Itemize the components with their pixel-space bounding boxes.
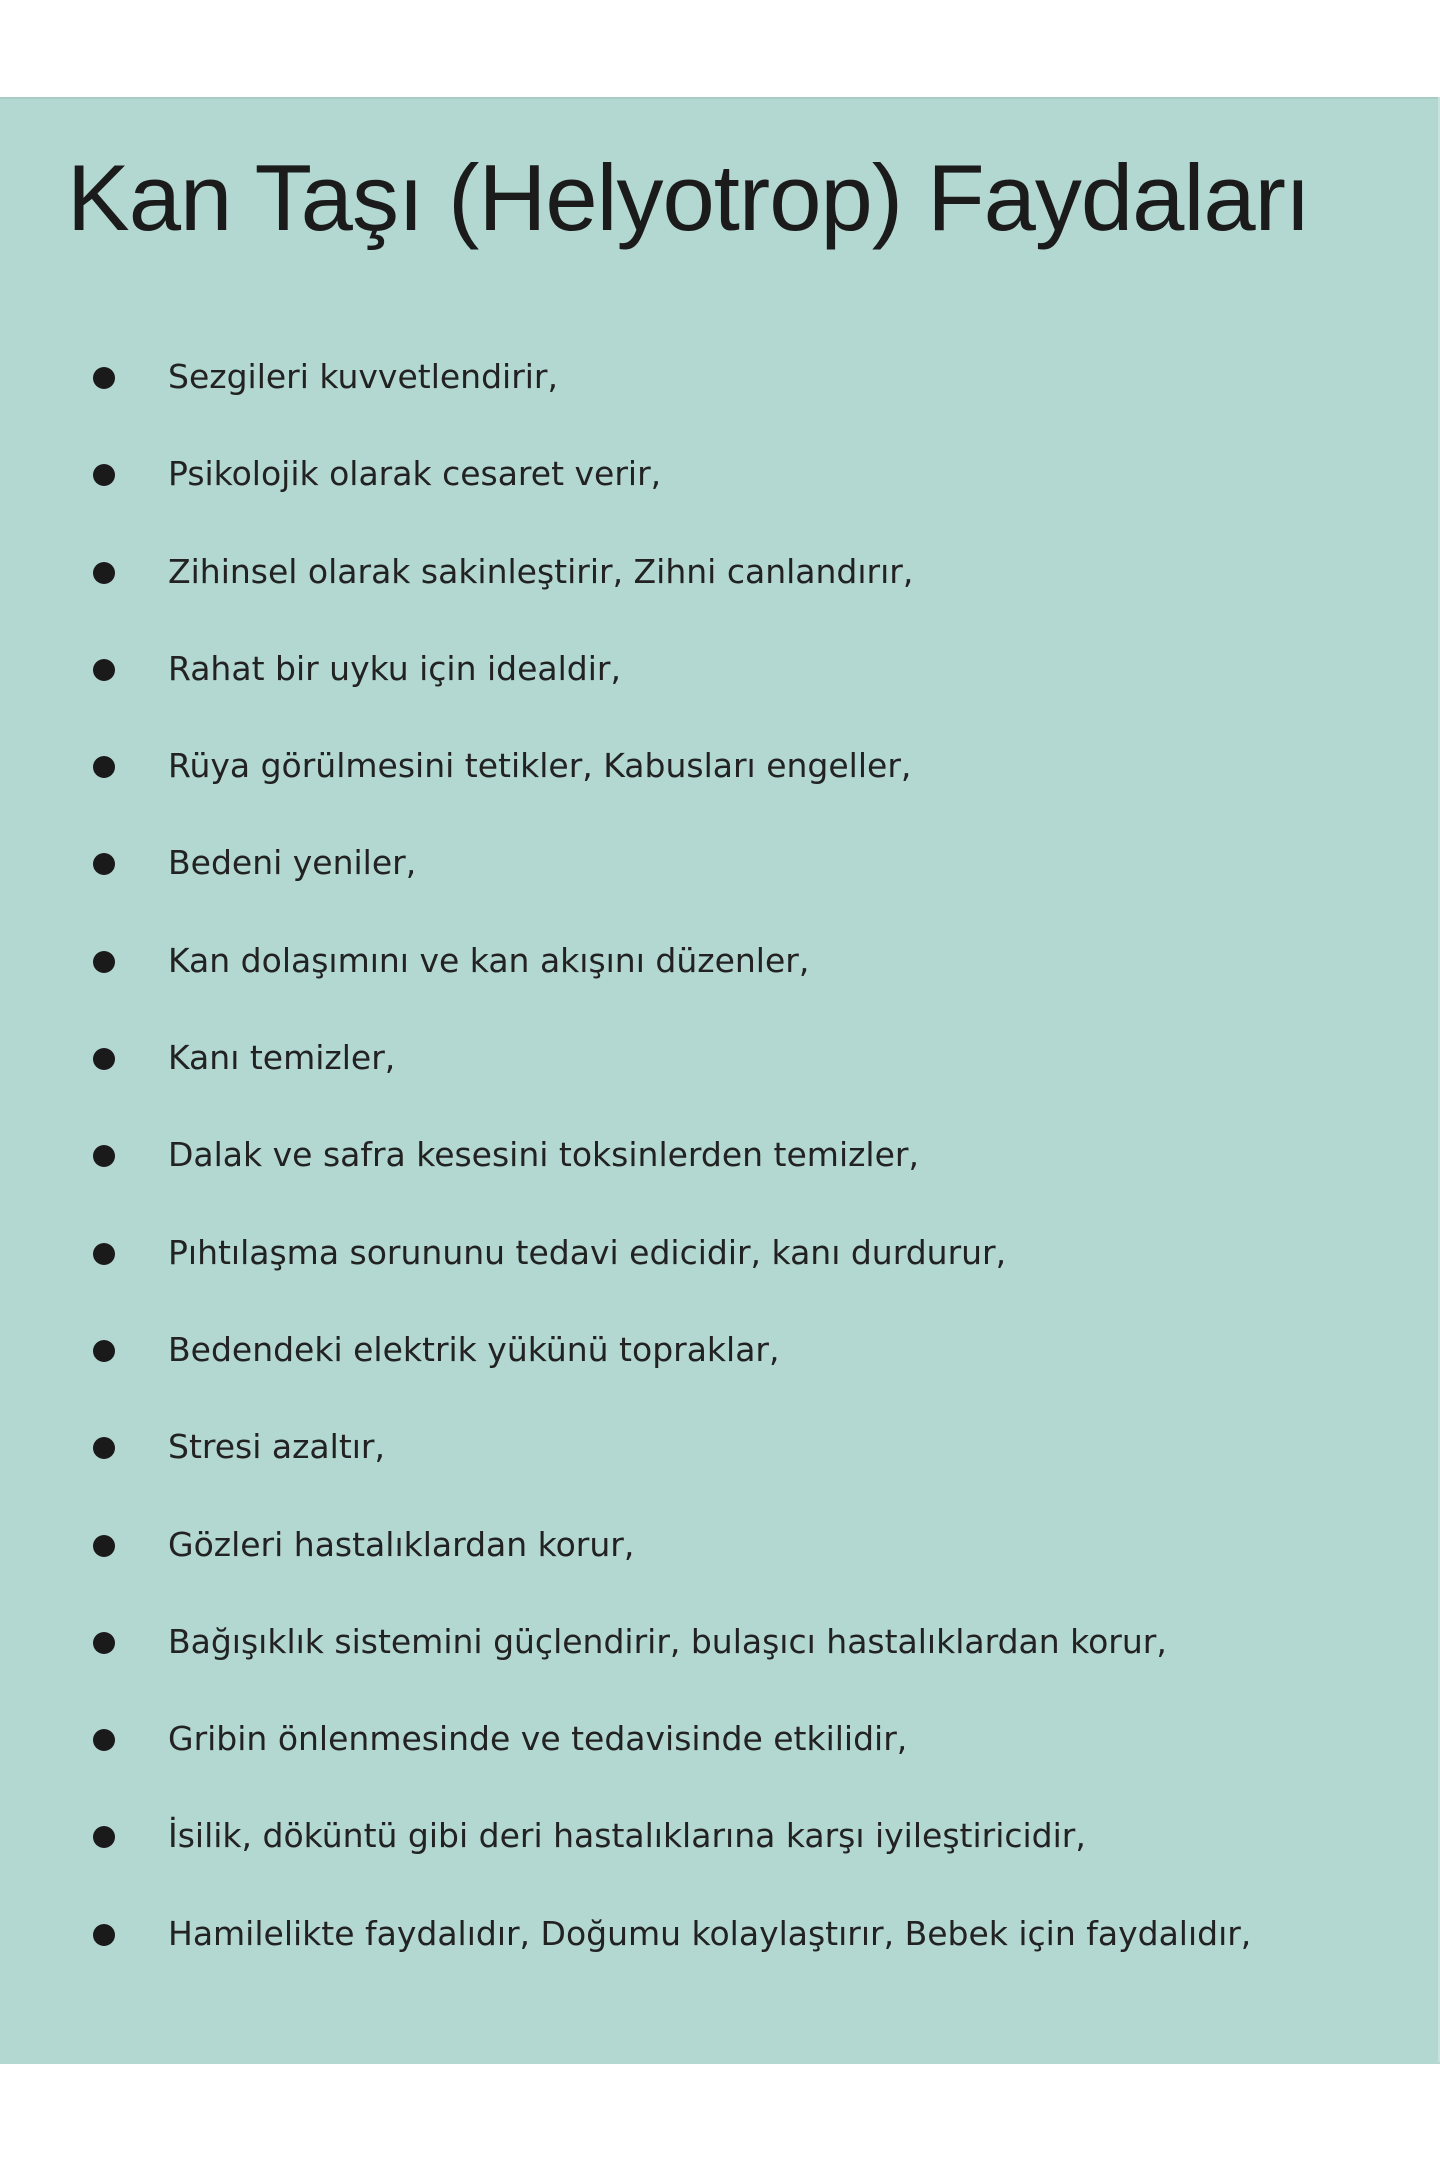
list-item-text: Bedeni yeniler,	[168, 843, 417, 883]
page-title: Kan Taşı (Helyotrop) Faydaları	[67, 145, 1311, 250]
list-item-text: Hamilelikte faydalıdır, Doğumu kolaylaştırır, Bebek için faydalıdır,	[168, 1913, 1252, 1953]
list-item	[0, 1105, 1440, 1202]
list-item	[0, 911, 1440, 1008]
list-item	[0, 1495, 1440, 1592]
bullet-icon	[93, 464, 115, 486]
list-item-text: Psikolojik olarak cesaret verir,	[168, 454, 662, 494]
list-item	[0, 1884, 1440, 1981]
list-item-text: Gribin önlenmesinde ve tedavisinde etkilidir,	[168, 1719, 908, 1759]
bullet-icon	[93, 1632, 115, 1654]
bullet-icon	[93, 659, 115, 681]
list-item-text: Zihinsel olarak sakinleştirir, Zihni canlandırır,	[168, 551, 914, 591]
list-item-text: Sezgileri kuvvetlendirir,	[168, 357, 558, 396]
list-item	[0, 522, 1440, 619]
list-item-text: Bedendeki elektrik yükünü topraklar,	[168, 1329, 780, 1369]
bullet-icon	[93, 1924, 115, 1946]
bullet-icon	[93, 367, 115, 389]
bullet-icon	[93, 1437, 115, 1459]
list-item	[0, 1786, 1440, 1883]
list-item	[0, 1689, 1440, 1786]
list-item-text: Kanı temizler,	[168, 1038, 396, 1078]
list-item	[0, 813, 1440, 910]
bullet-icon	[93, 562, 115, 584]
bullet-icon	[93, 1826, 115, 1848]
benefits-list	[0, 327, 1440, 1981]
list-item-text: Kan dolaşımını ve kan akışını düzenler,	[168, 940, 810, 980]
bullet-icon	[93, 1048, 115, 1070]
list-item	[0, 1300, 1440, 1397]
list-item-text: Bağışıklık sistemini güçlendirir, bulaşıcı hastalıklardan korur,	[168, 1621, 1167, 1661]
list-item	[0, 327, 1440, 424]
bullet-icon	[93, 1535, 115, 1557]
list-item-text: Rahat bir uyku için idealdir,	[168, 648, 621, 688]
list-item-text: Rüya görülmesini tetikler, Kabusları engeller,	[168, 746, 912, 786]
bullet-icon	[93, 1243, 115, 1265]
list-item	[0, 1397, 1440, 1494]
list-item	[0, 424, 1440, 521]
list-item-text: Stresi azaltır,	[168, 1427, 385, 1467]
list-item	[0, 1008, 1440, 1105]
list-item-text: Gözleri hastalıklardan korur,	[168, 1524, 635, 1564]
list-item-text: İsilik, döküntü gibi deri hastalıklarına karşı iyileştiricidir,	[168, 1816, 1086, 1856]
list-item	[0, 716, 1440, 813]
list-item	[0, 1592, 1440, 1689]
bullet-icon	[93, 756, 115, 778]
bullet-icon	[93, 1145, 115, 1167]
list-item-text: Dalak ve safra kesesini toksinlerden temizler,	[168, 1135, 919, 1175]
list-item	[0, 619, 1440, 716]
bullet-icon	[93, 853, 115, 875]
bullet-icon	[93, 951, 115, 973]
list-item-text: Pıhtılaşma sorununu tedavi edicidir, kanı durdurur,	[168, 1232, 1007, 1272]
bullet-icon	[93, 1729, 115, 1751]
bullet-icon	[93, 1340, 115, 1362]
list-item	[0, 1203, 1440, 1300]
